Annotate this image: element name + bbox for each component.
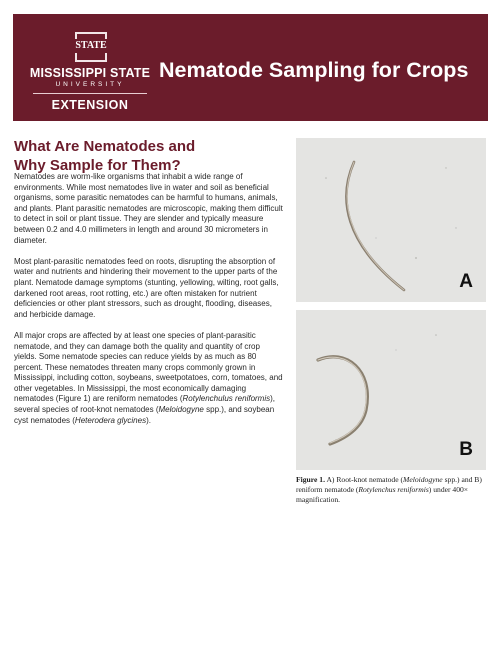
caption-part-b: and B) reniform nematode ( bbox=[296, 475, 482, 494]
paragraph-1: Nematodes are worm-like organisms that inhabit a wide range of environments. While most nematodes live in water and soil as beneficial organisms, some parasitic nematodes can be harmful to humans, animals, and plants. Plant parasitic nematodes are microscopic, making them difficult to detect in soil or plant tissue. They are slender and typically measure between 0.2 and 4.0 millimeters in length and around 30 micrometers in diameter. bbox=[14, 172, 283, 245]
species-reniform: Rotylenchulus reniformis bbox=[182, 394, 271, 404]
paragraph-3-mid2: spp.), and soybean cyst nematodes ( bbox=[14, 405, 275, 425]
msu-extension-logo bbox=[29, 32, 151, 116]
species-meloidogyne: Meloidogyne bbox=[158, 405, 204, 415]
panel-label-b: B bbox=[459, 439, 473, 460]
section-heading bbox=[14, 137, 284, 175]
caption-tail: under 400× magnification. bbox=[296, 485, 469, 504]
caption-prefix: Figure 1. bbox=[296, 475, 325, 484]
caption-part-a-end: spp.) bbox=[442, 475, 460, 484]
paragraph-3-mid1: ), several species of root-knot nematodes ( bbox=[14, 394, 276, 415]
logo-extension: EXTENSION bbox=[51, 98, 129, 112]
logo-state-text: STATE bbox=[72, 39, 110, 53]
body-text bbox=[14, 172, 284, 437]
logo-university-name: MISSISSIPPI STATE bbox=[29, 66, 151, 80]
heading-line-2: Why Sample for Them? bbox=[14, 157, 181, 174]
species-heterodera: Heterodera glycines bbox=[74, 415, 147, 425]
caption-species-a: Meloidogyne bbox=[403, 475, 443, 484]
document-title: Nematode Sampling for Crops bbox=[159, 58, 469, 82]
panel-label-a: A bbox=[459, 271, 473, 292]
paragraph-3 bbox=[14, 331, 284, 426]
figure-caption bbox=[296, 475, 492, 505]
paragraph-2: Most plant-parasitic nematodes feed on roots, disrupting the absorption of water and nutrients and hindering their movement to the upper parts of the plant. Nematode damage symptoms (stunting, yellowing, wilting, root galls, darkened root areas, root rotting, etc.) are often mistaken for nutrient deficiencies or other plant stressors, such as drought, flooding, diseases, and herbicide damage. bbox=[14, 256, 279, 319]
nematode-b-image bbox=[296, 310, 486, 470]
heading-line-1: What Are Nematodes and bbox=[14, 138, 196, 155]
header-banner bbox=[13, 14, 488, 121]
micrograph-root-knot-nematode bbox=[296, 138, 486, 302]
caption-species-b: Rotylenchus reniformis bbox=[358, 485, 429, 494]
nematode-a-image bbox=[296, 138, 486, 302]
logo-university-word: UNIVERSITY bbox=[55, 81, 125, 88]
caption-part-b-end: ) bbox=[428, 485, 432, 494]
micrograph-reniform-nematode bbox=[296, 310, 486, 470]
caption-part-a: A) Root-knot nematode ( bbox=[324, 475, 404, 484]
paragraph-3-intro: All major crops are affected by at least one species of plant-parasitic nematode, and they can damage both the quality and quantity of crop yields. Some nematode species can reduce yields by as much as 80 percent. These nematodes threaten many crops commonly grown in Mississippi, including cotton, soybeans, sweetpotatoes, corn, tomatoes, and other vegetables. In Mississippi, the most economically damaging nematodes (Figure 1) are reniform nematodes ( bbox=[14, 330, 283, 404]
logo-divider bbox=[33, 93, 147, 94]
paragraph-3-end: ). bbox=[146, 415, 151, 425]
